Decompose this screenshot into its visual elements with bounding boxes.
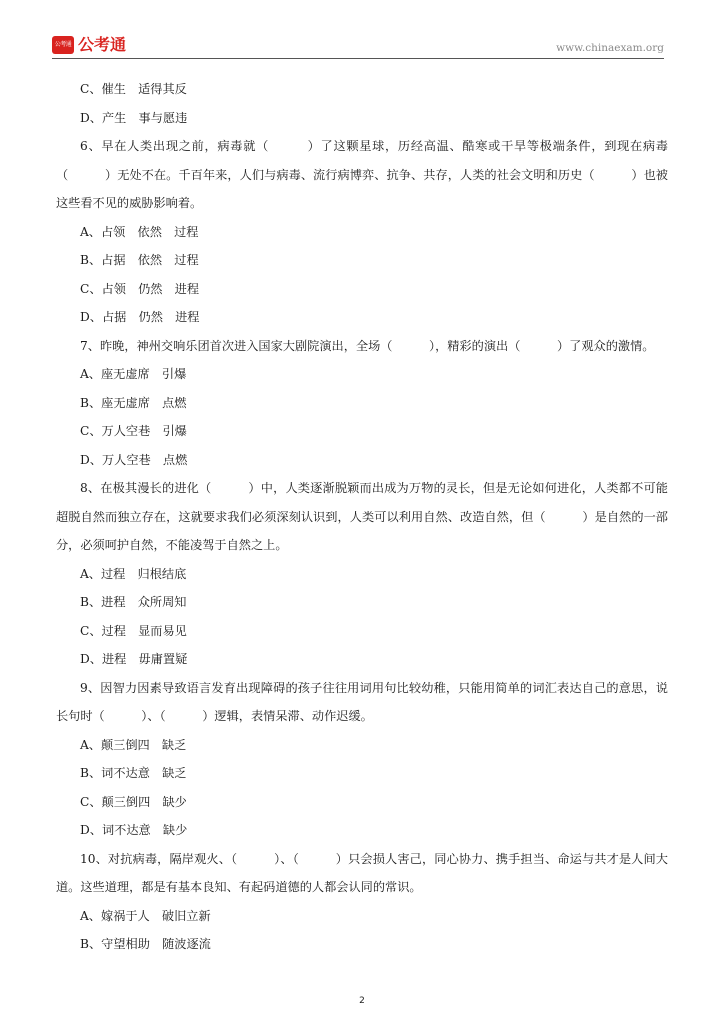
- question-9: 9、因智力因素导致语言发育出现障碍的孩子往往用词用句比较幼稚，只能用简单的词汇表达自己的意思，说长句时（ ）、（ ）逻辑，表情呆滞、动作迟缓。: [56, 680, 668, 723]
- page-header: [52, 34, 664, 58]
- q7-option-b: B、座无虚席 点燃: [80, 395, 187, 410]
- logo-badge-icon: 公考通: [52, 36, 74, 54]
- q10-option-b: B、守望相助 随波逐流: [80, 937, 211, 951]
- q10-option-a: A、嫁祸于人 破旧立新: [80, 908, 211, 923]
- page-number: 2: [359, 996, 365, 1006]
- question-8: 8、在极其漫长的进化（ ）中，人类逐渐脱颖而出成为万物的灵长，但是无论如何进化，人类都不可能超脱自然而独立存在，这就要求我们必须深刻认识到，人类可以利用自然、改造自然，但（ ）是自然的一部分，必须呵护自然，不能凌驾于自然之上。: [56, 481, 668, 552]
- question-10: 10、对抗病毒，隔岸观火、（ ）、（ ）只会损人害己，同心协力、携手担当、命运与共才是人间大道。这些道理，都是有基本良知、有起码道德的人都会认同的常识。: [56, 851, 668, 894]
- q7-option-a: A、座无虚席 引爆: [80, 367, 187, 381]
- q7-option-c: C、万人空巷 引爆: [80, 424, 187, 438]
- document-body: [56, 75, 668, 959]
- q9-option-a: A、颠三倒四 缺乏: [80, 737, 187, 752]
- logo-text: 公考通: [78, 35, 127, 54]
- q9-option-b: B、词不达意 缺乏: [80, 766, 187, 780]
- q6-option-b: B、占据 依然 过程: [80, 253, 199, 267]
- q9-option-c: C、颠三倒四 缺少: [80, 794, 187, 809]
- q6-option-a: A、占领 依然 过程: [80, 224, 199, 239]
- q9-option-d: D、词不达意 缺少: [80, 823, 188, 837]
- q6-option-d: D、占据 仍然 进程: [80, 310, 200, 324]
- q8-option-b: B、进程 众所周知: [80, 595, 187, 609]
- q8-option-c: C、过程 显而易见: [80, 623, 187, 638]
- q8-option-a: A、过程 归根结底: [80, 566, 187, 581]
- question-7: 7、昨晚，神州交响乐团首次进入国家大剧院演出，全场（ ），精彩的演出（ ）了观众的激情。: [80, 338, 655, 353]
- q8-option-d: D、进程 毋庸置疑: [80, 652, 188, 666]
- q7-option-d: D、万人空巷 点燃: [80, 452, 188, 467]
- q6-option-c: C、占领 仍然 进程: [80, 281, 200, 296]
- q5-option-c: C、催生 适得其反: [80, 82, 187, 96]
- question-6: 6、早在人类出现之前，病毒就（ ）了这颗星球，历经高温、酷寒或干旱等极端条件，到现在病毒（ ）无处不在。千百年来，人们与病毒、流行病博弈、抗争、共存，人类的社会文明和历史（ ）也被这些看不见的威胁影响着。: [56, 139, 668, 210]
- q5-option-d: D、产生 事与愿违: [80, 110, 188, 125]
- header-divider: [52, 58, 664, 59]
- site-url[interactable]: www.chinaexam.org: [556, 42, 664, 54]
